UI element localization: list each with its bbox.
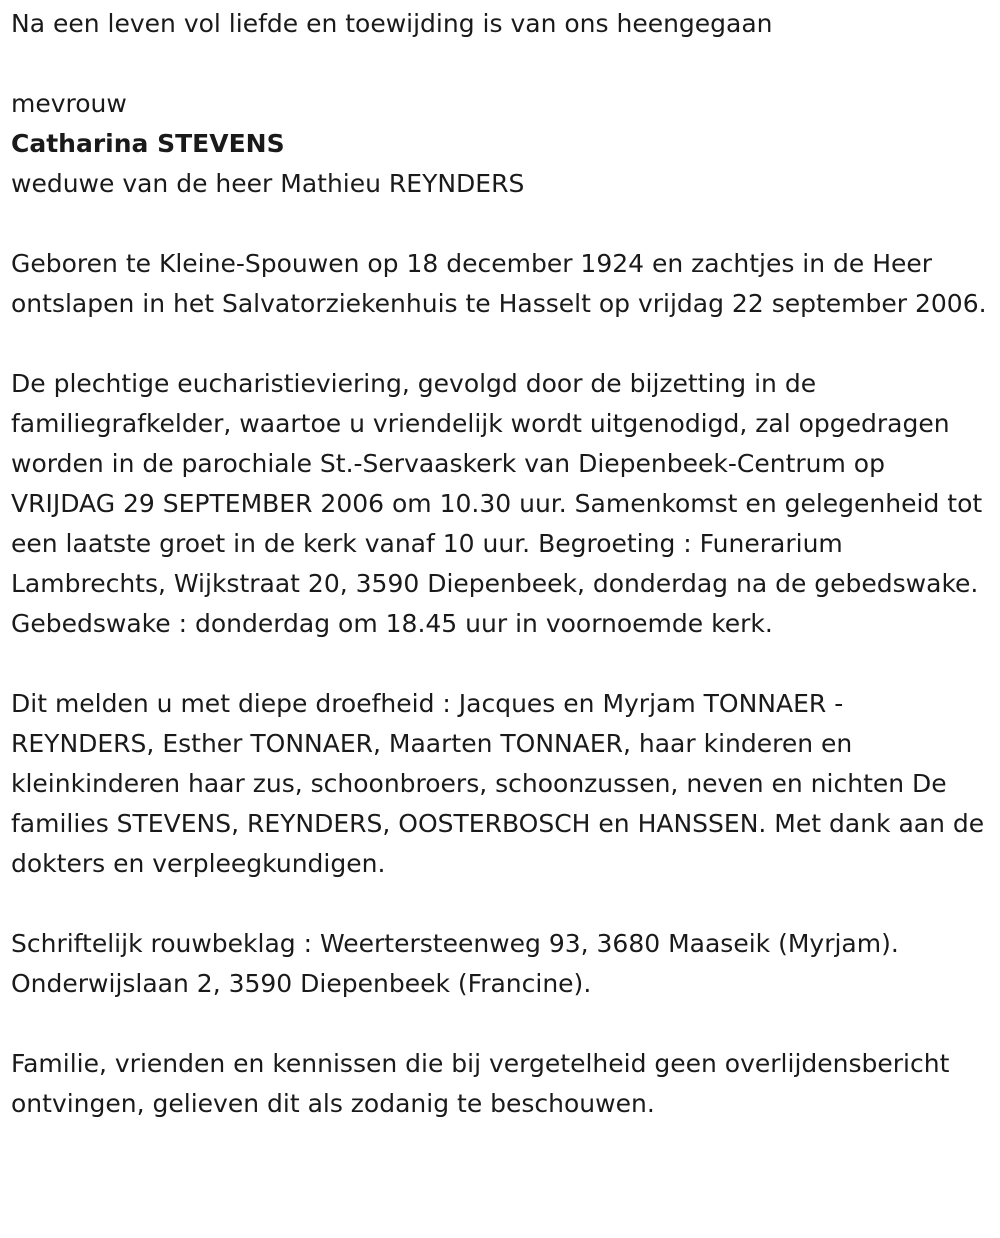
family-paragraph: Dit melden u met diepe droefheid : Jacques en Myrjam TONNAER - REYNDERS, Esther TONNAER, Maarten TONNAER, haar kinderen en kleinkinderen haar zus, schoonbroers, schoonzussen, neven en nichten De families STEVENS, REYNDERS, OOSTERBOSCH en HANSSEN. Met dank aan de dokters en verpleegkundigen.	[11, 689, 985, 878]
condolences-paragraph: Schriftelijk rouwbeklag : Weertersteenweg 93, 3680 Maaseik (Myrjam). Onderwijslaan 2, 3590 Diepenbeek (Francine).	[11, 929, 899, 998]
title-prefix: mevrouw	[11, 89, 127, 118]
deceased-name: Catharina STEVENS	[11, 129, 285, 158]
closing-paragraph: Familie, vrienden en kennissen die bij vergetelheid geen overlijdensbericht ontvingen, gelieven dit als zodanig te beschouwen.	[11, 1049, 950, 1118]
intro-text: Na een leven vol liefde en toewijding is van ons heengegaan	[11, 9, 773, 38]
ceremony-paragraph: De plechtige eucharistieviering, gevolgd door de bijzetting in de familiegrafkelder, waartoe u vriendelijk wordt uitgenodigd, zal opgedragen worden in de parochiale St.-Servaaskerk van Diepenbeek-Centrum op VRIJDAG 29 SEPTEMBER 2006 om 10.30 uur. Samenkomst en gelegenheid tot een laatste groet in de kerk vanaf 10 uur. Begroeting : Funerarium Lambrechts, Wijkstraat 20, 3590 Diepenbeek, donderdag na de gebedswake. Gebedswake : donderdag om 18.45 uur in voornoemde kerk.	[11, 369, 983, 638]
spouse-text: weduwe van de heer Mathieu REYNDERS	[11, 169, 525, 198]
birth-death-paragraph: Geboren te Kleine-Spouwen op 18 december 1924 en zachtjes in de Heer ontslapen in het Salvatorziekenhuis te Hasselt op vrijdag 22 september 2006.	[11, 249, 987, 318]
